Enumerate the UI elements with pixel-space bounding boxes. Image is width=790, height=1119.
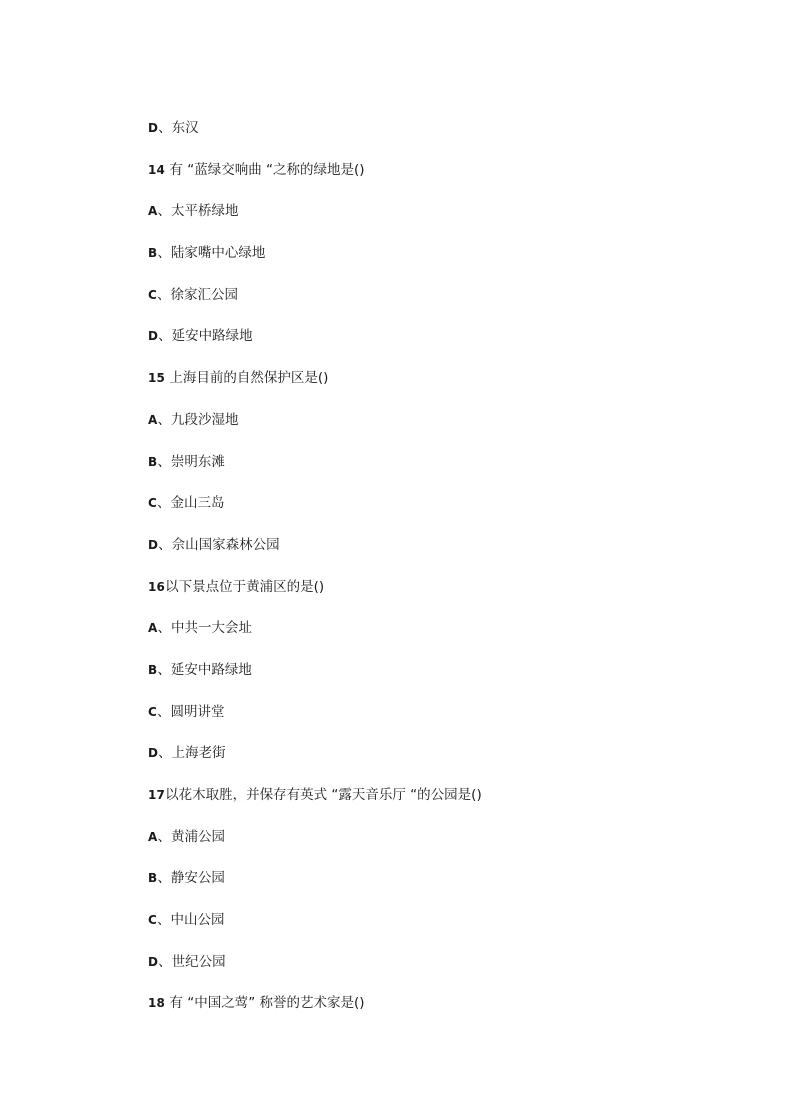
option-line: [148, 741, 708, 783]
option-letter: D: [148, 954, 159, 969]
option-line: [148, 241, 708, 283]
option-text: 静安公园: [170, 870, 225, 887]
option-text: 佘山国家森林公园: [171, 536, 280, 553]
option-letter: C: [148, 496, 158, 511]
question-line: [148, 783, 708, 825]
option-line: [148, 324, 708, 366]
option-letter: A: [148, 829, 158, 844]
option-letter: B: [148, 871, 158, 886]
option-letter: D: [148, 746, 159, 761]
option-line: [148, 616, 708, 658]
separator: 、: [157, 661, 171, 678]
option-text: 崇明东滩: [170, 453, 225, 470]
question-number: 17: [148, 788, 166, 802]
question-text: 以下景点位于黄浦区的是(): [165, 578, 325, 595]
option-line: [148, 700, 708, 742]
option-text: 延安中路绿地: [171, 328, 253, 345]
option-letter: A: [148, 412, 158, 427]
option-letter: A: [148, 204, 158, 219]
option-text: 陆家嘴中心绿地: [170, 245, 266, 262]
option-letter: C: [148, 704, 158, 719]
separator: 、: [157, 286, 171, 303]
question-number: 15: [148, 371, 166, 386]
option-letter: B: [148, 246, 158, 261]
question-line: [148, 158, 708, 200]
question-number: 16: [148, 579, 166, 594]
option-text: 中共一大会址: [171, 620, 252, 637]
option-line: [148, 533, 708, 575]
separator: 、: [157, 828, 171, 845]
separator: 、: [158, 953, 172, 970]
option-line: [148, 825, 708, 867]
option-line: [148, 866, 708, 908]
option-line: [148, 908, 708, 950]
option-letter: C: [148, 913, 158, 928]
question-line: [148, 366, 708, 408]
option-letter: D: [148, 537, 159, 552]
option-text: 世纪公园: [171, 953, 226, 970]
option-letter: B: [148, 662, 158, 677]
option-line: [148, 408, 708, 450]
question-line: [148, 575, 708, 617]
separator: 、: [158, 536, 172, 553]
separator: 、: [157, 203, 171, 220]
question-number: 18: [148, 996, 166, 1011]
separator: 、: [158, 120, 172, 136]
option-text: 九段沙湿地: [171, 411, 239, 428]
question-line: [148, 991, 708, 1033]
separator: 、: [157, 453, 171, 470]
question-text: 有 “中国之莺” 称誉的艺术家是(): [169, 995, 365, 1012]
option-text: 中山公园: [170, 912, 225, 929]
separator: 、: [157, 245, 171, 262]
option-letter: A: [148, 621, 158, 636]
separator: 、: [157, 912, 171, 929]
question-text: 以花木取胜，并保存有英式 “露天音乐厅 “的公园是(): [165, 787, 482, 803]
separator: 、: [157, 411, 171, 428]
separator: 、: [157, 495, 171, 512]
option-letter: D: [148, 121, 159, 135]
option-text: 黄浦公园: [171, 828, 225, 845]
separator: 、: [157, 703, 171, 720]
option-letter: D: [148, 329, 159, 344]
option-line: [148, 450, 708, 492]
question-text: 上海目前的自然保护区是(): [169, 370, 329, 387]
option-letter: B: [148, 454, 158, 469]
separator: 、: [157, 620, 171, 637]
question-number: 14: [148, 162, 166, 177]
option-text: 东汉: [171, 120, 199, 136]
question-list: [148, 116, 708, 1033]
option-line: [148, 658, 708, 700]
option-line: [148, 199, 708, 241]
option-text: 上海老街: [171, 745, 226, 762]
option-line: [148, 950, 708, 992]
option-text: 太平桥绿地: [171, 203, 239, 220]
option-text: 金山三岛: [170, 495, 225, 512]
question-text: 有 “蓝绿交响曲 “之称的绿地是(): [169, 161, 365, 178]
option-text: 徐家汇公园: [170, 286, 239, 303]
separator: 、: [158, 328, 172, 345]
option-line: [148, 116, 708, 158]
separator: 、: [157, 870, 171, 887]
option-line: [148, 283, 708, 325]
option-text: 延安中路绿地: [170, 661, 252, 678]
separator: 、: [158, 745, 172, 762]
option-text: 圆明讲堂: [170, 703, 225, 720]
option-line: [148, 491, 708, 533]
option-letter: C: [148, 287, 158, 302]
